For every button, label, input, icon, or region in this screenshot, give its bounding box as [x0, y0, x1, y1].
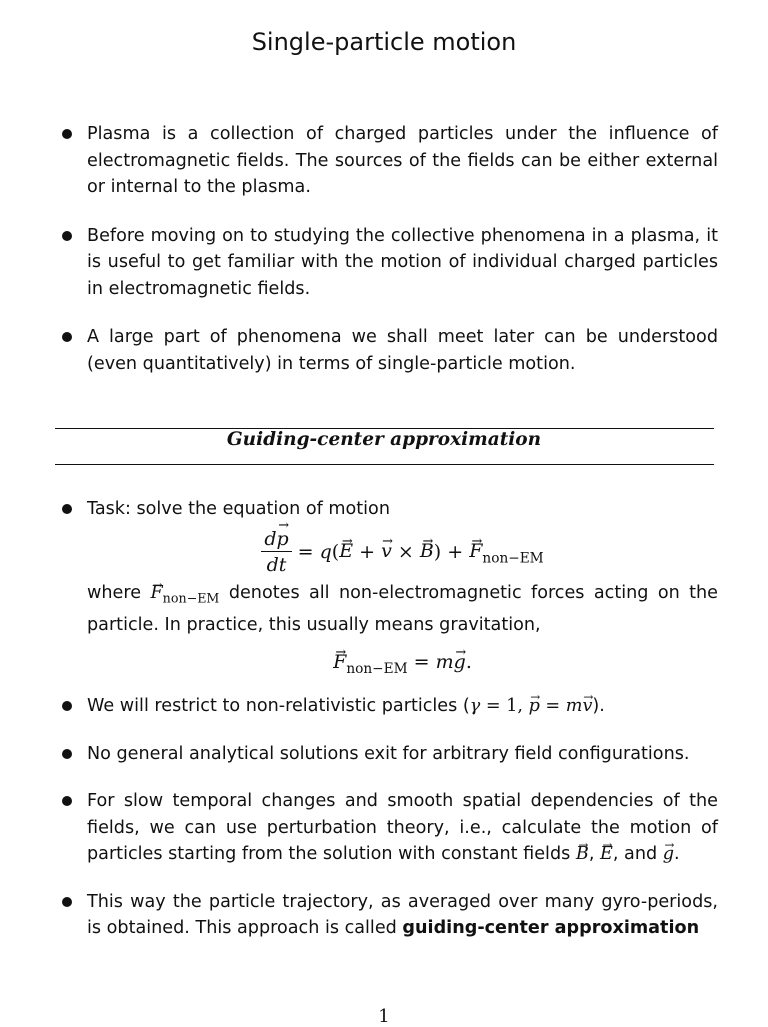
task-text: Task: solve the equation of motion: [87, 499, 390, 519]
bullet-icon: [62, 749, 72, 759]
intro-bullet-list: [56, 121, 718, 377]
where-prefix: where: [87, 583, 142, 604]
section-rule-bottom: [55, 464, 714, 465]
list-item: [56, 121, 718, 201]
bullet-text: A large part of phenomena we shall meet later can be understood (even quantitatively) in terms of single-particle motion.: [87, 327, 718, 374]
list-item: [56, 324, 718, 377]
bullet-text: Before moving on to studying the collective phenomena in a plasma, it is useful to get familiar with the motion of individual charged particles in electromagnetic fields.: [87, 225, 718, 299]
where-suffix: denotes all non-electromagnetic forces acting on the particle. In practice, this usually means gravitation,: [87, 583, 719, 636]
section-title: Guiding-center approximation: [226, 429, 542, 450]
restrict-text: We will restrict to non-relativistic particles (γ = 1, → p = m→ v).: [87, 693, 718, 720]
section-bullet-list: [56, 496, 718, 942]
slow-changes-text: For slow temporal changes and smooth spatial dependencies of the fields, we can use perturbation theory, i.e., calculate the motion of particles starting from the solution with constant fields → B, → E, and → g.: [87, 788, 718, 868]
subscript-non-em-inline: non−EM: [162, 590, 220, 606]
no-solutions-text: No general analytical solutions exit for arbitrary field configurations.: [87, 743, 690, 764]
subscript-non-em-gravity: non−EM: [346, 660, 408, 677]
bullet-text: Plasma is a collection of charged particles under the influence of electromagnetic fields. The sources of the fields can be either external or internal to the plasma.: [87, 124, 718, 197]
page-title: Single-particle motion: [251, 28, 517, 56]
bullet-icon: [62, 504, 72, 514]
guiding-center-term: guiding-center approximation: [402, 918, 700, 939]
equation-of-motion: $\frac{d\to p}{dt}$ = q(→ E + → v × → B) + → $F_{non-EM}$: [87, 529, 718, 577]
list-item: [56, 496, 718, 682]
list-item: [56, 788, 718, 868]
gravity-equation: → $F_{non-EM} = m\to g$.: [87, 649, 718, 682]
bullet-icon: [62, 129, 72, 139]
where-text: where → $F_{non-EM}$ denotes all non-electromagnetic forces acting on the particle. In practice, this usually means gravitation,: [87, 580, 718, 639]
bullet-icon: [62, 231, 72, 241]
subscript-non-em: non−EM: [482, 550, 544, 567]
bullet-icon: [62, 796, 72, 806]
page-number: 1: [378, 1006, 390, 1027]
list-item: [56, 693, 718, 720]
bullet-icon: [62, 897, 72, 907]
list-item: [56, 223, 718, 303]
guiding-center-text: This way the particle trajectory, as averaged over many gyro-periods, is obtained. This approach is called guiding-center approximation: [87, 891, 718, 939]
list-item: [56, 889, 718, 942]
momentum-derivative: $\frac{d\to p}{dt}$: [261, 529, 291, 577]
list-item: [56, 741, 718, 768]
bullet-icon: [62, 701, 72, 711]
bullet-icon: [62, 332, 72, 342]
